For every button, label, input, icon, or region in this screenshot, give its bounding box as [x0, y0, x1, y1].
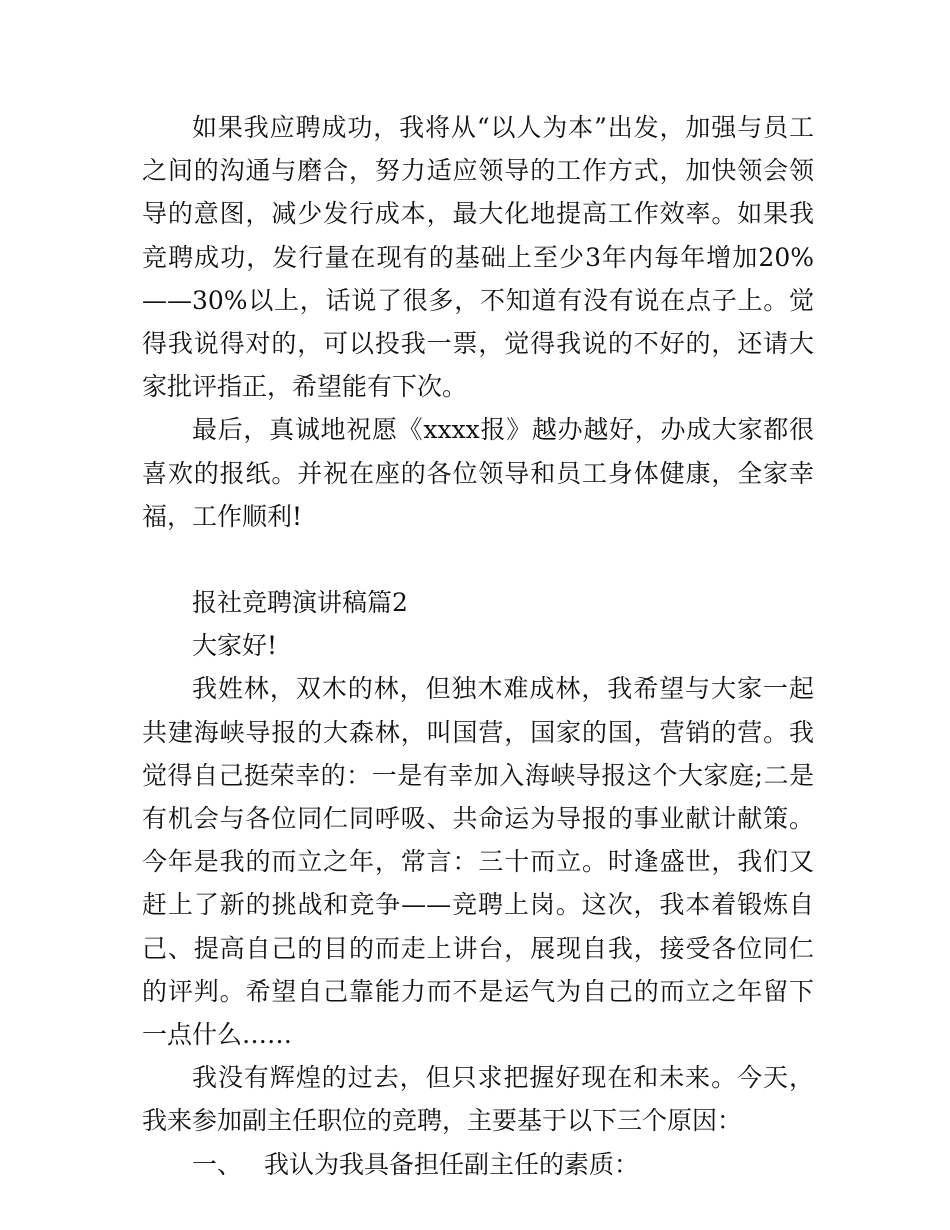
- greeting: 大家好!: [192, 631, 278, 661]
- paragraph-application-success: 如果我应聘成功，我将从“以人为本”出发，加强与员工之间的沟通与磨合，努力适应领导的工作方式，加快领会领导的意图，减少发行成本，最大化地提高工作效率。如果我竞聘成功，发行量在现有的基础上至少3年内每年增加20%——30%以上，话说了很多，不知道有没有说在点子上。觉得我说得对的，可以投我一票，觉得我说的不好的，还请大家批评指正，希望能有下次。: [142, 113, 814, 402]
- document-body: [142, 106, 814, 1186]
- section-title: 报社竞聘演讲稿篇2: [192, 588, 408, 618]
- blank-line: [142, 538, 814, 581]
- paragraph-self-introduction: 我姓林，双木的林，但独木难成林，我希望与大家一起共建海峡导报的大森林，叫国营，国家的国，营销的营。我觉得自己挺荣幸的：一是有幸加入海峡导报这个大家庭;二是有机会与各位同仁同呼吸、共命运为导报的事业献计献策。今年是我的而立之年，常言：三十而立。时逢盛世，我们又赶上了新的挑战和竞争——竞聘上岗。这次，我本着锻炼自己、提高自己的目的而走上讲台，展现自我，接受各位同仁的评判。希望自己靠能力而不是运气为自己的而立之年留下一点什么……: [142, 674, 814, 1050]
- list-item-reason-1: [142, 1143, 814, 1186]
- list-marker: 一、: [192, 1149, 243, 1179]
- paragraph-reasons-intro: 我没有辉煌的过去，但只求把握好现在和未来。今天，我来参加副主任职位的竞聘，主要基于以下三个原因：: [142, 1063, 814, 1136]
- list-item-text: 我认为我具备担任副主任的素质：: [264, 1149, 640, 1179]
- paragraph-closing-wishes: 最后，真诚地祝愿《xxxx报》越办越好，办成大家都很喜欢的报纸。并祝在座的各位领导和员工身体健康，全家幸福，工作顺利!: [142, 415, 814, 531]
